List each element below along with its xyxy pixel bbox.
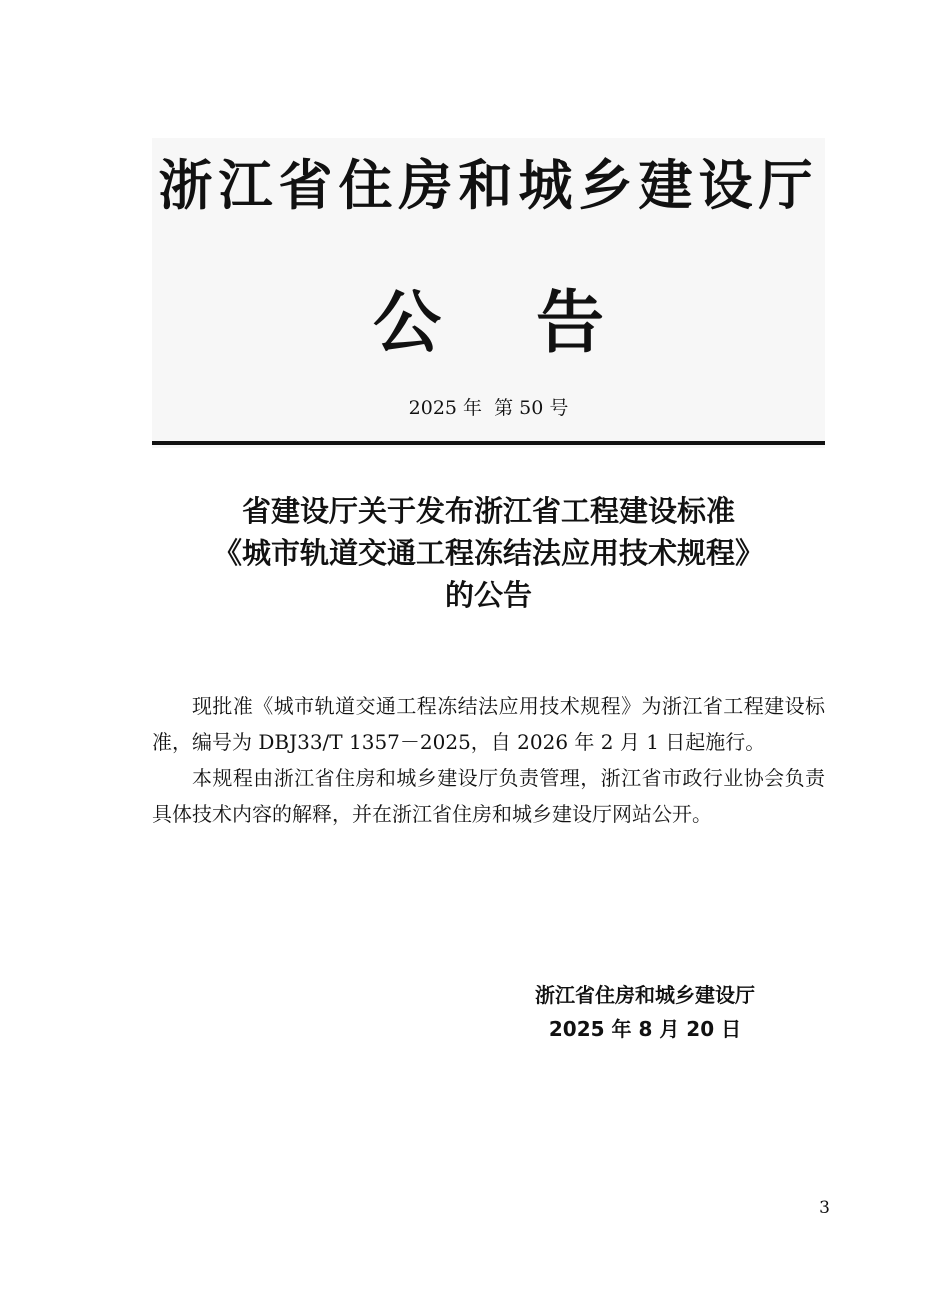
issue-year: 2025 年 <box>408 397 483 419</box>
header-divider <box>152 441 825 445</box>
announcement-title-line-3: 的公告 <box>444 578 532 612</box>
announcement-body <box>152 688 825 832</box>
signature-issuer: 浙江省住房和城乡建设厅 <box>535 983 755 1007</box>
body-paragraph-1: 现批准《城市轨道交通工程冻结法应用技术规程》为浙江省工程建设标准，编号为 DBJ33/T 1357－2025，自 2026 年 2 月 1 日起施行。 <box>152 694 825 754</box>
issue-number: 第 50 号 <box>494 397 569 419</box>
notice-heading <box>152 283 825 363</box>
issue-number-line <box>152 394 825 422</box>
body-paragraph-2: 本规程由浙江省住房和城乡建设厅负责管理，浙江省市政行业协会负责具体技术内容的解释，并在浙江省住房和城乡建设厅网站公开。 <box>152 766 825 826</box>
page-number: 3 <box>819 1198 830 1218</box>
signature-date: 2025 年 8 月 20 日 <box>548 1017 742 1041</box>
announcement-title <box>152 490 825 616</box>
announcement-title-line-2: 《城市轨道交通工程冻结法应用技术规程》 <box>212 536 764 570</box>
announcement-title-line-1: 省建设厅关于发布浙江省工程建设标准 <box>241 494 735 528</box>
notice-heading-char-2: 告 <box>536 283 605 363</box>
agency-title: 浙江省住房和城乡建设厅 <box>158 153 819 217</box>
signature-block <box>505 978 785 1046</box>
notice-heading-char-1: 公 <box>372 283 441 363</box>
